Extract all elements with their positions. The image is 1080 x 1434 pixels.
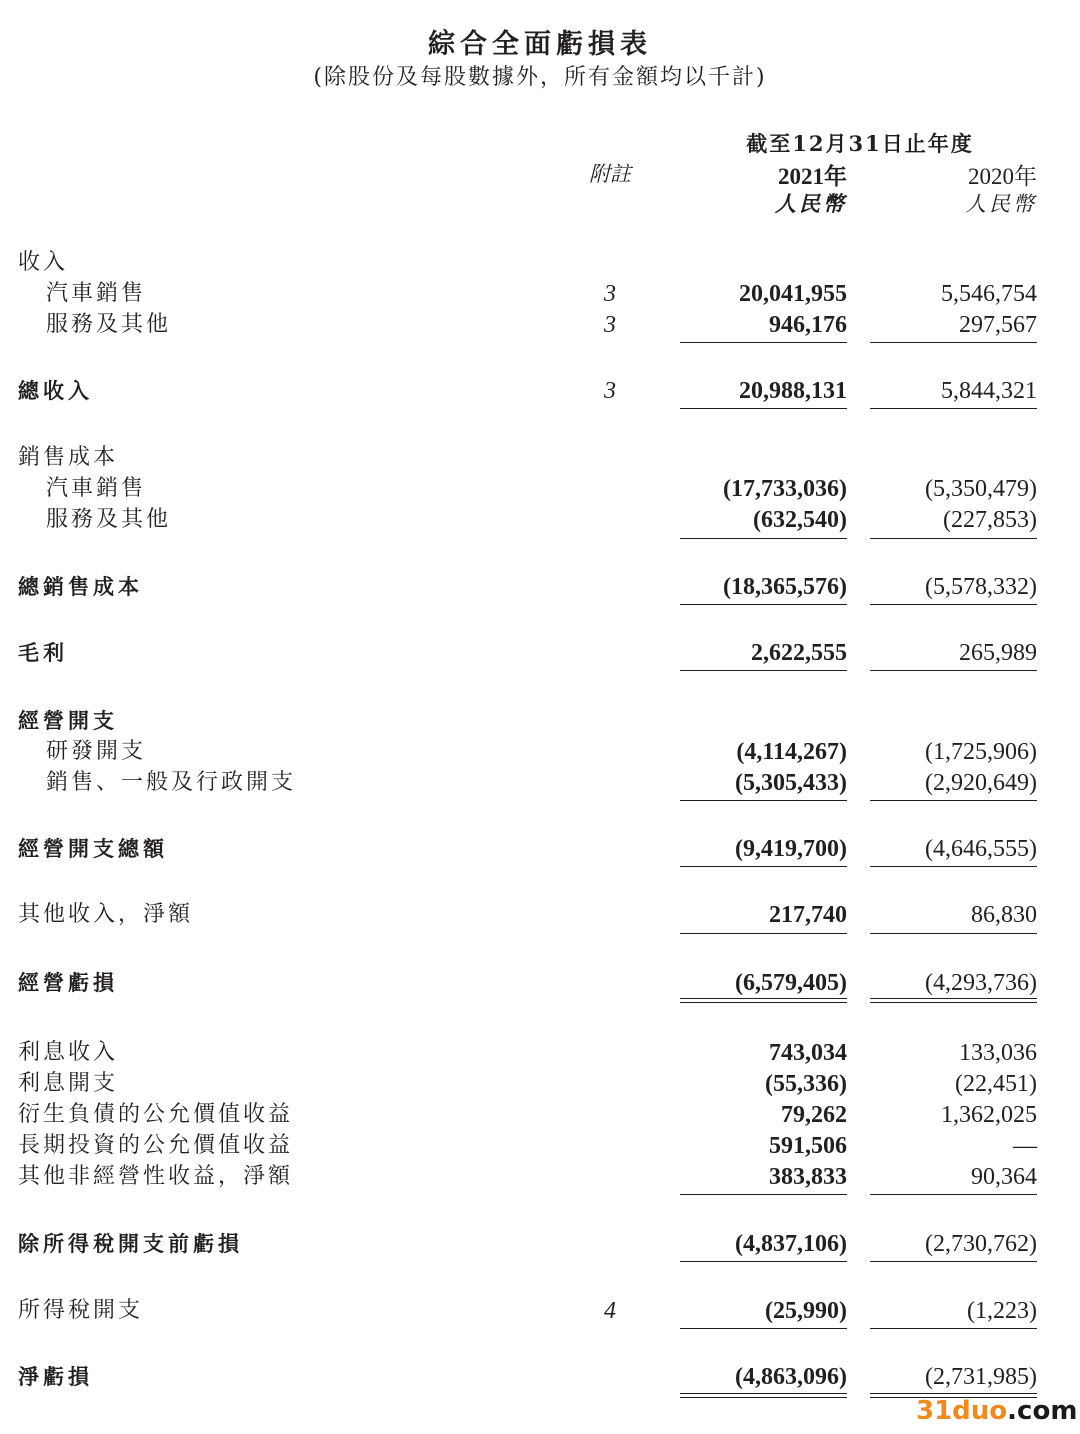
rule <box>680 408 847 409</box>
value-2020: (2,731,985) <box>925 1364 1037 1390</box>
row-operating-loss <box>0 968 1080 998</box>
value-2021: (4,114,267) <box>736 739 847 765</box>
rule <box>870 866 1037 867</box>
currency-2021-header: 人民幣 <box>775 191 847 216</box>
row-label: 經營開支 <box>18 709 118 733</box>
row-label: 其他收入，淨額 <box>18 902 194 927</box>
row-label: 服務及其他 <box>46 312 172 337</box>
value-2021: (632,540) <box>753 507 847 533</box>
value-2020: (227,853) <box>943 507 1037 533</box>
row-total-revenue <box>0 376 1080 406</box>
row-label: 除所得稅開支前虧損 <box>18 1232 243 1256</box>
row-services-cost <box>0 505 1080 535</box>
row-label: 其他非經營性收益，淨額 <box>18 1164 294 1189</box>
value-2020: (22,451) <box>955 1071 1037 1097</box>
row-note: 3 <box>604 281 616 307</box>
row-label: 銷售成本 <box>18 445 119 470</box>
row-note: 3 <box>604 378 616 404</box>
row-label: 經營虧損 <box>18 971 118 995</box>
value-2021: 591,506 <box>769 1133 847 1159</box>
value-2020: 5,844,321 <box>941 378 1037 404</box>
value-2021: (55,336) <box>765 1071 847 1097</box>
value-2020: 265,989 <box>959 640 1037 666</box>
rule <box>680 933 847 934</box>
rule <box>870 604 1037 605</box>
rule <box>870 670 1037 671</box>
rule <box>870 1261 1037 1262</box>
row-label: 淨虧損 <box>18 1365 93 1389</box>
row-gross-profit <box>0 638 1080 668</box>
value-2021: (17,733,036) <box>723 476 847 502</box>
row-sga-expenses <box>0 768 1080 798</box>
rule <box>870 1328 1037 1329</box>
value-2021: 383,833 <box>769 1164 847 1190</box>
row-operating-expenses-heading <box>0 706 1080 736</box>
rule <box>680 342 847 343</box>
row-long-term-investment-gain <box>0 1131 1080 1161</box>
row-derivative-fair-value-gain <box>0 1100 1080 1130</box>
value-2021: 20,041,955 <box>739 281 847 307</box>
period-header: 截至12月31日止年度 <box>746 131 974 156</box>
value-2020: — <box>1013 1133 1037 1159</box>
row-note: 3 <box>604 312 616 338</box>
value-2020: 90,364 <box>971 1164 1037 1190</box>
rule <box>680 800 847 801</box>
rule <box>870 933 1037 934</box>
row-label: 收入 <box>18 250 69 275</box>
value-2020: (4,646,555) <box>925 836 1037 862</box>
value-2021: 743,034 <box>769 1040 847 1066</box>
currency-2020-header: 人民幣 <box>965 192 1037 216</box>
row-interest-expense <box>0 1069 1080 1099</box>
value-2020: (2,730,762) <box>925 1231 1037 1257</box>
double-rule <box>680 1397 847 1398</box>
rule <box>870 408 1037 409</box>
value-2020: 86,830 <box>971 902 1037 928</box>
row-vehicle-sales-cost <box>0 474 1080 504</box>
row-loss-before-income-tax <box>0 1229 1080 1259</box>
row-label: 毛利 <box>18 641 68 665</box>
row-rd-expenses <box>0 737 1080 767</box>
rule <box>680 670 847 671</box>
watermark-logo <box>916 1396 1077 1426</box>
value-2021: (4,837,106) <box>735 1231 847 1257</box>
value-2020: (5,578,332) <box>925 574 1037 600</box>
value-2020: (2,920,649) <box>925 770 1037 796</box>
row-services-revenue <box>0 310 1080 340</box>
row-label: 汽車銷售 <box>46 476 147 501</box>
row-income-tax-expense <box>0 1296 1080 1326</box>
rule <box>870 800 1037 801</box>
value-2021: (18,365,576) <box>723 574 847 600</box>
value-2021: 79,262 <box>781 1102 847 1128</box>
year-2021-header: 2021年 <box>778 164 847 189</box>
value-2021: 2,622,555 <box>751 640 847 666</box>
row-label: 服務及其他 <box>46 507 172 532</box>
value-2020: (1,725,906) <box>925 739 1037 765</box>
rule <box>680 604 847 605</box>
statement-title: 綜合全面虧損表 <box>428 29 652 60</box>
row-total-cost-of-sales <box>0 572 1080 602</box>
row-total-operating-expenses <box>0 834 1080 864</box>
rule <box>680 1328 847 1329</box>
row-revenue-heading <box>0 248 1080 278</box>
row-vehicle-sales-revenue <box>0 279 1080 309</box>
note-column-header: 附註 <box>589 162 631 186</box>
value-2020: (1,223) <box>967 1298 1037 1324</box>
value-2020: 297,567 <box>959 312 1037 338</box>
double-rule <box>870 1393 1037 1394</box>
value-2021: 217,740 <box>769 902 847 928</box>
value-2020: 1,362,025 <box>941 1102 1037 1128</box>
row-net-loss <box>0 1362 1080 1392</box>
row-label: 經營開支總額 <box>18 837 168 861</box>
rule <box>680 1261 847 1262</box>
row-other-non-operating-income <box>0 1162 1080 1192</box>
value-2021: (25,990) <box>765 1298 847 1324</box>
row-label: 研發開支 <box>46 739 147 764</box>
double-rule <box>680 1393 847 1394</box>
rule <box>870 342 1037 343</box>
rule <box>870 538 1037 539</box>
value-2021: (5,305,433) <box>735 770 847 796</box>
row-interest-income <box>0 1038 1080 1068</box>
double-rule <box>870 1002 1037 1003</box>
statement-subtitle: (除股份及每股數據外，所有金額均以千計) <box>313 65 767 90</box>
value-2021: 20,988,131 <box>739 378 847 404</box>
row-label: 長期投資的公允價值收益 <box>18 1133 294 1158</box>
double-rule <box>870 998 1037 999</box>
row-label: 利息收入 <box>18 1040 119 1065</box>
row-label: 銷售、一般及行政開支 <box>46 770 297 795</box>
value-2021: (9,419,700) <box>735 836 847 862</box>
rule <box>680 1194 847 1195</box>
value-2021: (4,863,096) <box>735 1364 847 1390</box>
rule <box>870 1194 1037 1195</box>
row-label: 總銷售成本 <box>18 575 143 599</box>
value-2020: 5,546,754 <box>941 281 1037 307</box>
row-label: 汽車銷售 <box>46 281 147 306</box>
rule <box>680 538 847 539</box>
row-label: 衍生負債的公允價值收益 <box>18 1102 294 1127</box>
value-2021: (6,579,405) <box>735 970 847 996</box>
watermark-part1: 31duo <box>916 1396 1008 1426</box>
rule <box>680 866 847 867</box>
row-cost-of-sales-heading <box>0 443 1080 473</box>
row-label: 總收入 <box>18 379 93 403</box>
value-2020: (4,293,736) <box>925 970 1037 996</box>
watermark-part2: .com <box>1007 1396 1078 1426</box>
value-2020: (5,350,479) <box>925 476 1037 502</box>
value-2021: 946,176 <box>769 312 847 338</box>
row-note: 4 <box>604 1298 616 1324</box>
value-2020: 133,036 <box>959 1040 1037 1066</box>
year-2020-header: 2020年 <box>968 164 1037 189</box>
row-other-income-net <box>0 900 1080 930</box>
double-rule <box>680 998 847 999</box>
row-label: 利息開支 <box>18 1071 119 1096</box>
double-rule <box>680 1002 847 1003</box>
row-label: 所得稅開支 <box>18 1298 144 1323</box>
